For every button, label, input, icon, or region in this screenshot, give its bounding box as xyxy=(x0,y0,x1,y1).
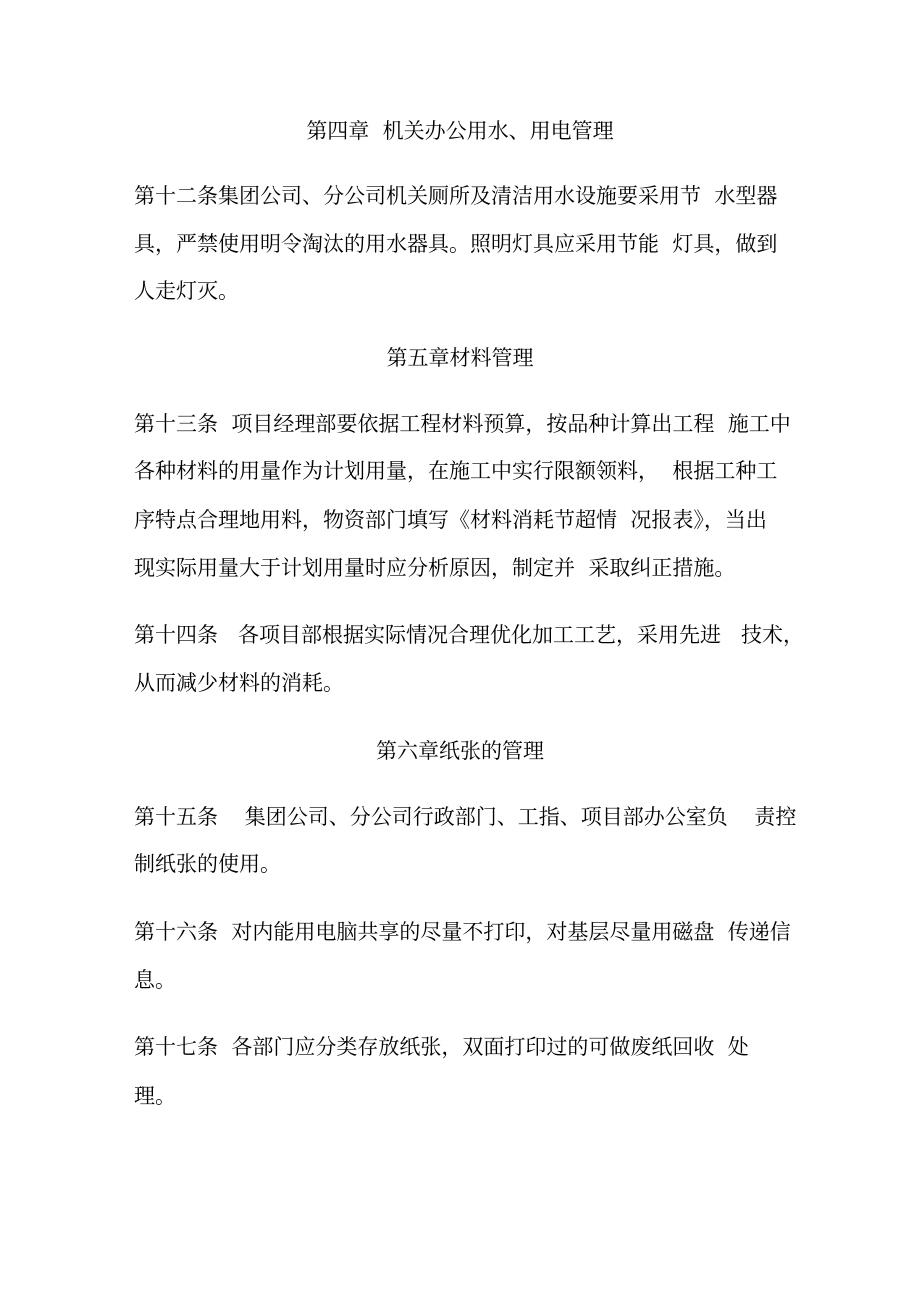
article-line: 各种材料的用量作为计划用量，在施工中实行限额领料， 根据工种工 xyxy=(134,459,778,483)
chapter-title: 第四章 机关办公用水、用电管理 xyxy=(306,119,614,143)
article-line: 从而减少材料的消耗。 xyxy=(134,671,344,695)
article-line: 第十四条 各项目部根据实际情况合理优化加工工艺，采用先进 技术， xyxy=(134,623,805,647)
chapter-title: 第六章纸张的管理 xyxy=(376,739,544,763)
chapter-title: 第五章材料管理 xyxy=(386,346,534,370)
article-line: 第十二条集团公司、分公司机关厕所及清洁用水设施要采用节 水型器 xyxy=(134,184,778,208)
article-line: 人走灯灭。 xyxy=(134,279,239,303)
article-line: 具，严禁使用明令淘汰的用水器具。照明灯具应采用节能 灯具，做到 xyxy=(134,232,778,256)
article-line: 第十三条 项目经理部要依据工程材料预算，按品种计算出工程 施工中 xyxy=(134,412,791,436)
article-line: 第十七条 各部门应分类存放纸张，双面打印过的可做废纸回收 处 xyxy=(134,1035,749,1059)
article-line: 第十六条 对内能用电脑共享的尽量不打印，对基层尽量用磁盘 传递信 xyxy=(134,920,791,944)
article-line: 第十五条 集团公司、分公司行政部门、工指、项目部办公室负 责控 xyxy=(134,805,797,829)
article-line: 息。 xyxy=(134,968,176,992)
article-line: 现实际用量大于计划用量时应分析原因，制定并 采取纠正措施。 xyxy=(134,556,736,580)
article-line: 理。 xyxy=(134,1084,176,1108)
article-line: 序特点合理地用料，物资部门填写《材料消耗节超情 况报表》，当出 xyxy=(134,508,767,532)
article-line: 制纸张的使用。 xyxy=(134,852,281,876)
